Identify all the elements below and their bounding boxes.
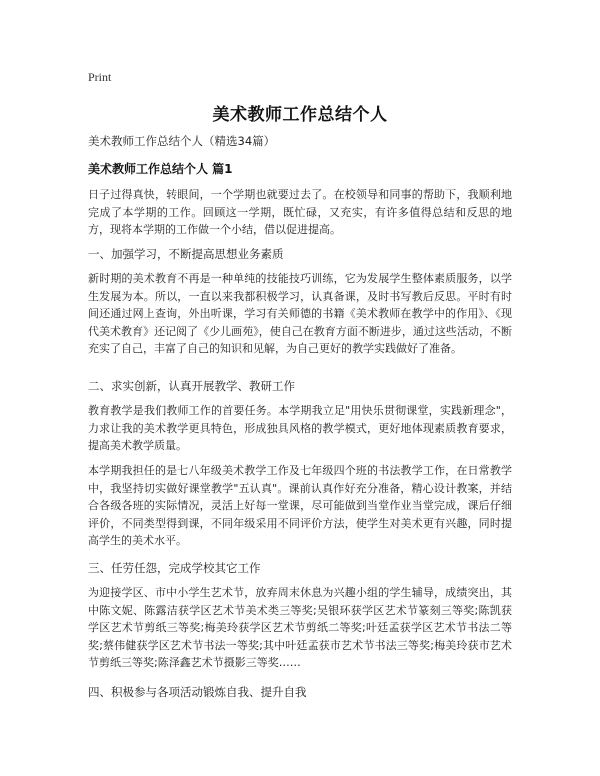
section-heading-2: 二、求实创新，认真开展教学、教研工作 <box>88 379 295 393</box>
section-heading-4: 四、积极参与各项活动锻炼自我、提升自我 <box>88 685 307 699</box>
section-2-paragraph-2: 本学期我担任的是七八年级美术教学工作及七年级四个班的书法教学工作，在日常教学中，我坚持切实做好课堂教学"五认真"。课前认真作好充分准备，精心设计教案，并结合各级各班的实际情况，灵活上好每一堂课，尽可能做到当堂作业当堂完成，课后仔细评价，不同类型得到课，不同年级采用不同评价方法，使学生对美术更有兴趣，同时提高学生的美术水平。 <box>88 464 512 547</box>
section-1-paragraph-1: 新时期的美术教育不再是一种单纯的技能技巧训练，它为发展学生整体素质服务，以学生发展为本。所以，一直以来我都积极学习，认真备课，及时书写教后反思。平时有时间还通过网上查询，外出听课，学习有关师德的书籍《美术教师在教学中的作用》、《现代美术教育》还记阅了《少儿画苑》，使自己在教育方面不断进步，通过这些活动，不断充实了自己，丰富了自己的知识和见解，为自己更好的教学实践做好了准备。 <box>88 272 512 355</box>
section-2-paragraph-1: 教育教学是我们教师工作的首要任务。本学期我立足"用快乐贯彻课堂，实践新理念"，力求让我的美术教学更具特色，形成独具风格的教学模式，更好地体现素质教育要求，提高美术教学质量。 <box>88 404 512 452</box>
section-heading-1: 一、加强学习，不断提高思想业务素质 <box>88 247 284 261</box>
section-heading-3: 三、任劳任怨，完成学校其它工作 <box>88 561 261 575</box>
page-title: 美术教师工作总结个人 <box>212 105 388 125</box>
intro-paragraph: 日子过得真快，转眼间，一个学期也就要过去了。在校领导和同事的帮助下，我顺利地完成了本学期的工作。回顾这一学期，既忙碌，又充实，有许多值得总结和反思的地方，现将本学期的工作做一个小结，借以促进提高。 <box>88 188 512 236</box>
section-3-paragraph-1: 为迎接学区、市中小学生艺术节，放弃周末休息为兴趣小组的学生辅导，成绩突出，其中陈文妮、陈露洁获学区艺术节美术类三等奖;吴银环获学区艺术节篆刻三等奖;陈凯获学区艺术节剪纸三等奖;梅美玲获学区艺术节剪纸二等奖;叶廷孟获学区艺术节书法二等奖;蔡伟健获学区艺术节书法一等奖;其中叶廷孟获市艺术节书法三等奖;梅美玲获市艺术节剪纸三等奖;陈泽鑫艺术节摄影三等奖…… <box>88 586 512 669</box>
print-link[interactable]: Print <box>88 70 112 84</box>
article-heading: 美术教师工作总结个人 篇1 <box>88 162 233 176</box>
document-subtitle: 美术教师工作总结个人（精选34篇） <box>88 134 276 148</box>
